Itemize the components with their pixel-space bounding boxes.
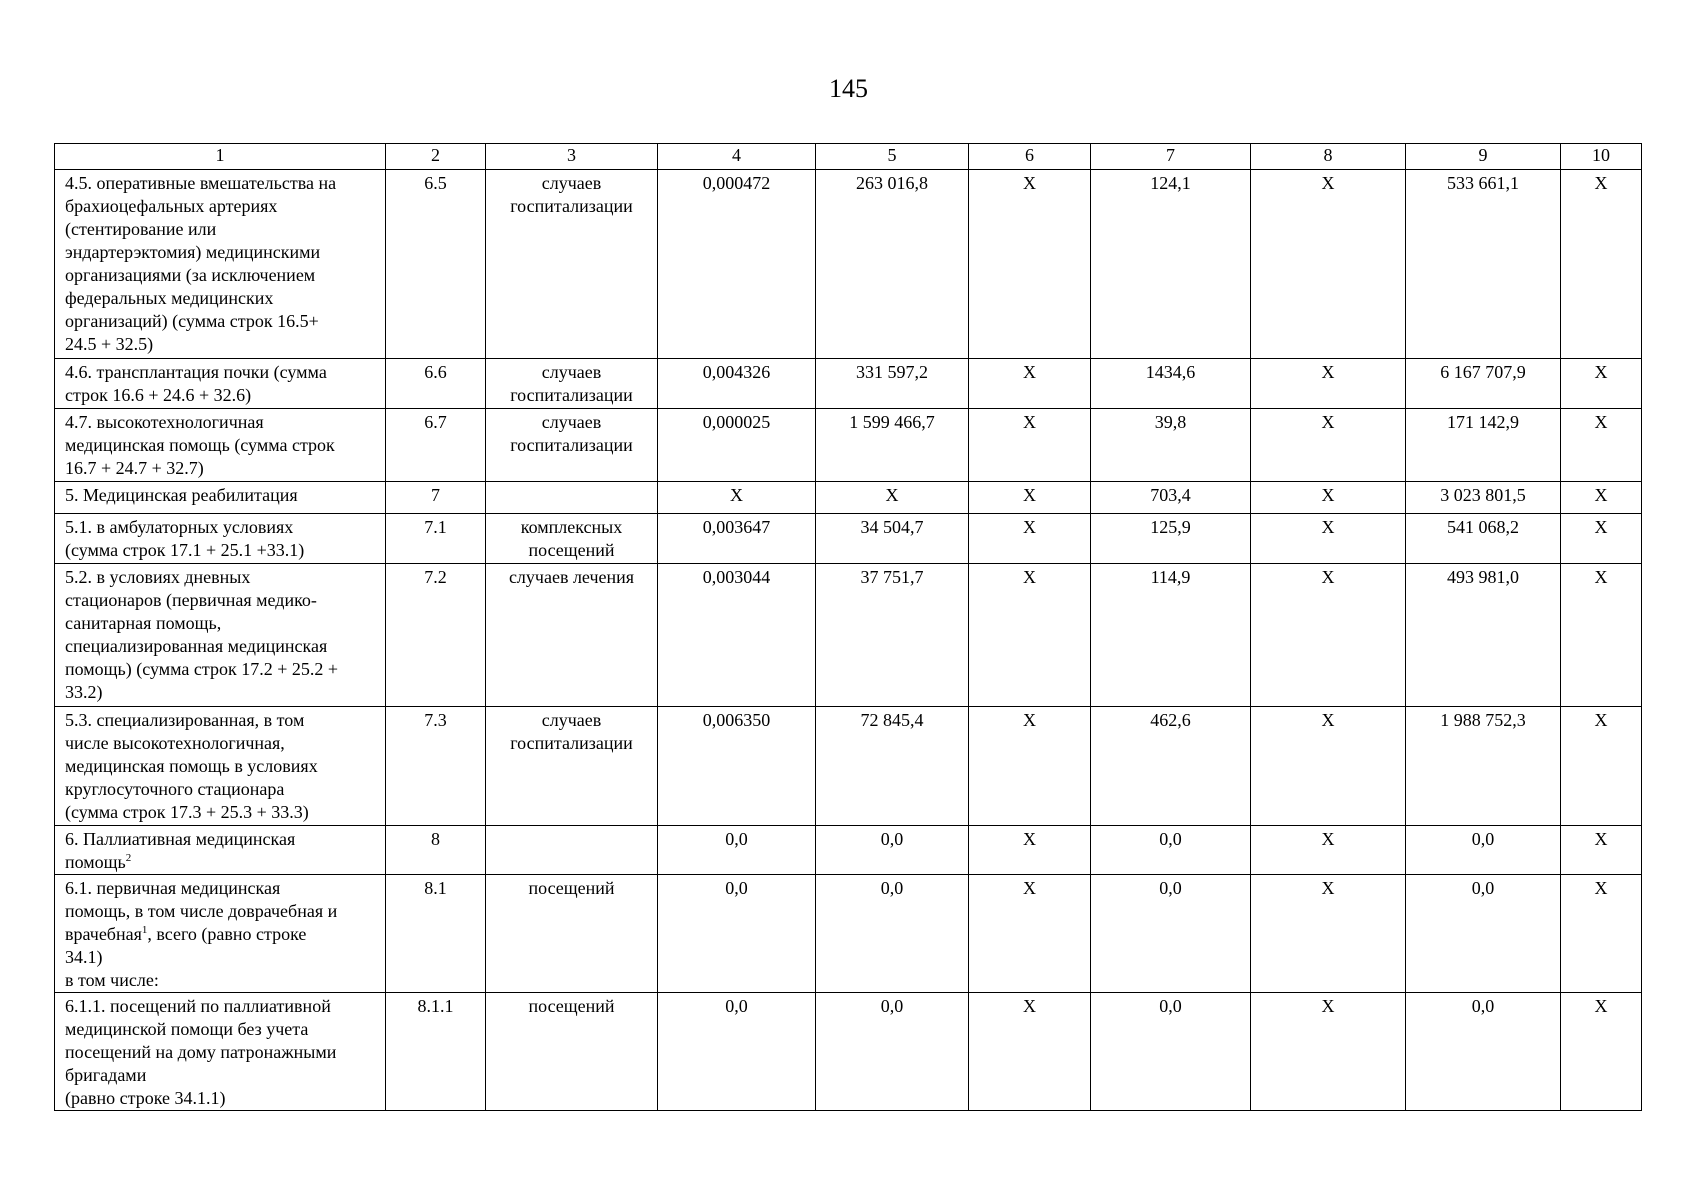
value-cell-5: 0,0 <box>816 993 969 1111</box>
value-cell-9: 0,0 <box>1406 826 1561 875</box>
row-name-line <box>65 709 379 732</box>
table-row <box>55 875 1642 993</box>
row-name-line <box>65 218 379 241</box>
row-name-text: 5. Медицинская реабилитация <box>65 485 298 505</box>
value-cell-5: 0,0 <box>816 875 969 993</box>
value-cell-4: 0,004326 <box>658 359 816 409</box>
value-cell-8: Х <box>1251 707 1406 826</box>
table-row <box>55 170 1642 359</box>
value-cell-10: Х <box>1561 875 1642 993</box>
row-name-text: 5.2. в условиях дневных <box>65 567 251 587</box>
row-name-line <box>65 1064 379 1087</box>
value-cell-7: 0,0 <box>1091 993 1251 1111</box>
value-cell-7: 1434,6 <box>1091 359 1251 409</box>
value-cell-4: 0,0 <box>658 826 816 875</box>
row-code-cell: 6.5 <box>386 170 486 359</box>
value-cell-9: 493 981,0 <box>1406 564 1561 707</box>
column-header-5: 5 <box>816 144 969 170</box>
value-cell-6: Х <box>969 875 1091 993</box>
value-cell-6: Х <box>969 564 1091 707</box>
row-name-cell <box>55 707 386 826</box>
value-cell-10: Х <box>1561 482 1642 514</box>
unit-cell: комплексных посещений <box>486 514 658 564</box>
value-cell-5: 0,0 <box>816 826 969 875</box>
unit-cell <box>486 826 658 875</box>
value-cell-8: Х <box>1251 564 1406 707</box>
value-cell-9: 6 167 707,9 <box>1406 359 1561 409</box>
row-name-text: 4.7. высокотехнологичная <box>65 412 264 432</box>
row-name-text: стационаров (первичная медико- <box>65 590 317 610</box>
row-name-line <box>65 484 379 507</box>
value-cell-10: Х <box>1561 514 1642 564</box>
value-cell-4: 0,003044 <box>658 564 816 707</box>
unit-cell: случаев госпитализации <box>486 707 658 826</box>
row-name-cell <box>55 359 386 409</box>
row-name-line <box>65 923 379 946</box>
row-name-cell <box>55 564 386 707</box>
value-cell-5: 72 845,4 <box>816 707 969 826</box>
row-code-cell: 6.7 <box>386 409 486 482</box>
row-name-line <box>65 900 379 923</box>
value-cell-6: Х <box>969 170 1091 359</box>
row-name-line <box>65 681 379 704</box>
value-cell-4: 0,000472 <box>658 170 816 359</box>
row-name-line <box>65 384 379 407</box>
table-row <box>55 707 1642 826</box>
row-name-text: организациями (за исключением <box>65 265 316 285</box>
row-name-text: 16.7 + 24.7 + 32.7) <box>65 458 204 478</box>
table-row <box>55 359 1642 409</box>
row-name-text: медицинской помощи без учета <box>65 1019 309 1039</box>
row-name-cell <box>55 482 386 514</box>
row-name-cell <box>55 993 386 1111</box>
row-code-cell: 7.1 <box>386 514 486 564</box>
row-name-text: эндартерэктомия) медицинскими <box>65 242 321 262</box>
unit-cell: посещений <box>486 993 658 1111</box>
value-cell-7: 462,6 <box>1091 707 1251 826</box>
row-name-text: 6.1. первичная медицинская <box>65 878 281 898</box>
unit-cell: случаев госпитализации <box>486 170 658 359</box>
value-cell-9: 0,0 <box>1406 875 1561 993</box>
value-cell-7: 114,9 <box>1091 564 1251 707</box>
column-header-4: 4 <box>658 144 816 170</box>
row-name-text: специализированная медицинская <box>65 636 328 656</box>
data-table <box>54 143 1642 1111</box>
value-cell-6: Х <box>969 409 1091 482</box>
row-name-text: организаций) (сумма строк 16.5+ <box>65 311 319 331</box>
row-name-text: (сумма строк 17.1 + 25.1 +33.1) <box>65 540 305 560</box>
value-cell-6: Х <box>969 514 1091 564</box>
value-cell-10: Х <box>1561 826 1642 875</box>
row-name-text: (сумма строк 17.3 + 25.3 + 33.3) <box>65 802 309 822</box>
value-cell-9: 171 142,9 <box>1406 409 1561 482</box>
row-name-cell <box>55 826 386 875</box>
row-name-line <box>65 877 379 900</box>
value-cell-4: 0,003647 <box>658 514 816 564</box>
row-code-cell: 7.2 <box>386 564 486 707</box>
value-cell-4: 0,006350 <box>658 707 816 826</box>
table-row <box>55 514 1642 564</box>
row-name-text: 5.3. специализированная, в том <box>65 710 305 730</box>
row-name-line <box>65 658 379 681</box>
row-name-line <box>65 457 379 480</box>
row-name-text: в том числе: <box>65 970 159 990</box>
value-cell-9: 1 988 752,3 <box>1406 707 1561 826</box>
row-name-text: медицинская помощь (сумма строк <box>65 435 335 455</box>
row-name-line <box>65 361 379 384</box>
column-header-6: 6 <box>969 144 1091 170</box>
row-name-text: 4.6. трансплантация почки (сумма <box>65 362 327 382</box>
row-name-text: санитарная помощь, <box>65 613 222 633</box>
value-cell-7: 0,0 <box>1091 875 1251 993</box>
row-name-line <box>65 1041 379 1064</box>
row-code-cell: 6.6 <box>386 359 486 409</box>
row-name-line <box>65 612 379 635</box>
row-name-text: помощь, в том числе доврачебная и <box>65 901 338 921</box>
unit-cell: случаев лечения <box>486 564 658 707</box>
row-name-cell <box>55 170 386 359</box>
unit-cell: посещений <box>486 875 658 993</box>
value-cell-7: 125,9 <box>1091 514 1251 564</box>
table-row <box>55 993 1642 1111</box>
value-cell-4: 0,0 <box>658 875 816 993</box>
row-name-text: брахиоцефальных артериях <box>65 196 278 216</box>
table-body <box>55 144 1642 1111</box>
value-cell-9: 541 068,2 <box>1406 514 1561 564</box>
table-row <box>55 409 1642 482</box>
row-name-line <box>65 1087 379 1110</box>
unit-cell <box>486 482 658 514</box>
column-header-8: 8 <box>1251 144 1406 170</box>
row-name-text: 34.1) <box>65 947 103 967</box>
row-name-text: 5.1. в амбулаторных условиях <box>65 517 294 537</box>
value-cell-7: 124,1 <box>1091 170 1251 359</box>
row-name-text: помощь <box>65 852 126 872</box>
row-name-line <box>65 516 379 539</box>
value-cell-5: 263 016,8 <box>816 170 969 359</box>
row-code-cell: 8.1 <box>386 875 486 993</box>
value-cell-9: 533 661,1 <box>1406 170 1561 359</box>
row-name-text: посещений на дому патронажными <box>65 1042 337 1062</box>
row-name-line <box>65 566 379 589</box>
value-cell-6: Х <box>969 993 1091 1111</box>
row-name-line <box>65 801 379 824</box>
value-cell-10: Х <box>1561 707 1642 826</box>
row-name-cell <box>55 514 386 564</box>
row-name-text: 6.1.1. посещений по паллиативной <box>65 996 331 1016</box>
row-name-text: врачебная <box>65 924 142 944</box>
row-name-line <box>65 995 379 1018</box>
row-name-text: числе высокотехнологичная, <box>65 733 285 753</box>
row-name-text: помощь) (сумма строк 17.2 + 25.2 + <box>65 659 339 679</box>
row-name-line <box>65 287 379 310</box>
value-cell-4: 0,0 <box>658 993 816 1111</box>
value-cell-8: Х <box>1251 514 1406 564</box>
value-cell-7: 39,8 <box>1091 409 1251 482</box>
value-cell-5: Х <box>816 482 969 514</box>
row-name-line <box>65 310 379 333</box>
value-cell-5: 37 751,7 <box>816 564 969 707</box>
header-row <box>55 144 1642 170</box>
row-name-line <box>65 969 379 992</box>
row-name-line <box>65 264 379 287</box>
value-cell-5: 331 597,2 <box>816 359 969 409</box>
value-cell-10: Х <box>1561 409 1642 482</box>
column-header-7: 7 <box>1091 144 1251 170</box>
row-name-line <box>65 434 379 457</box>
value-cell-6: Х <box>969 826 1091 875</box>
column-header-2: 2 <box>386 144 486 170</box>
value-cell-6: Х <box>969 359 1091 409</box>
value-cell-4: Х <box>658 482 816 514</box>
row-name-cell <box>55 875 386 993</box>
value-cell-7: 0,0 <box>1091 826 1251 875</box>
value-cell-8: Х <box>1251 359 1406 409</box>
value-cell-10: Х <box>1561 170 1642 359</box>
row-name-line <box>65 539 379 562</box>
footnote-marker: 2 <box>125 852 132 864</box>
row-name-line <box>65 828 379 851</box>
value-cell-10: Х <box>1561 359 1642 409</box>
value-cell-9: 3 023 801,5 <box>1406 482 1561 514</box>
value-cell-7: 703,4 <box>1091 482 1251 514</box>
column-header-1: 1 <box>55 144 386 170</box>
value-cell-5: 1 599 466,7 <box>816 409 969 482</box>
row-name-text: , всего (равно строке <box>147 924 307 944</box>
table-row <box>55 826 1642 875</box>
row-name-text: 24.5 + 32.5) <box>65 334 154 354</box>
row-name-text: федеральных медицинских <box>65 288 274 308</box>
value-cell-4: 0,000025 <box>658 409 816 482</box>
row-name-line <box>65 755 379 778</box>
row-code-cell: 8.1.1 <box>386 993 486 1111</box>
row-name-line <box>65 589 379 612</box>
row-name-line <box>65 946 379 969</box>
unit-cell: случаев госпитализации <box>486 409 658 482</box>
value-cell-5: 34 504,7 <box>816 514 969 564</box>
row-name-text: (стентирование или <box>65 219 217 239</box>
row-name-text: круглосуточного стационара <box>65 779 285 799</box>
row-name-cell <box>55 409 386 482</box>
row-code-cell: 7 <box>386 482 486 514</box>
row-name-line <box>65 411 379 434</box>
row-code-cell: 7.3 <box>386 707 486 826</box>
value-cell-8: Х <box>1251 875 1406 993</box>
value-cell-8: Х <box>1251 826 1406 875</box>
value-cell-10: Х <box>1561 564 1642 707</box>
value-cell-9: 0,0 <box>1406 993 1561 1111</box>
row-name-line <box>65 195 379 218</box>
row-name-text: бригадами <box>65 1065 147 1085</box>
value-cell-10: Х <box>1561 993 1642 1111</box>
page-number: 145 <box>829 74 868 103</box>
row-name-text: 6. Паллиативная медицинская <box>65 829 296 849</box>
value-cell-8: Х <box>1251 482 1406 514</box>
row-name-line <box>65 172 379 195</box>
value-cell-8: Х <box>1251 170 1406 359</box>
row-name-text: строк 16.6 + 24.6 + 32.6) <box>65 385 252 405</box>
row-name-line <box>65 778 379 801</box>
row-name-text: медицинская помощь в условиях <box>65 756 318 776</box>
footnote-marker: 1 <box>141 924 148 936</box>
row-name-line <box>65 851 379 874</box>
row-name-line <box>65 333 379 356</box>
row-name-text: (равно строке 34.1.1) <box>65 1088 226 1108</box>
value-cell-6: Х <box>969 482 1091 514</box>
row-name-line <box>65 635 379 658</box>
value-cell-6: Х <box>969 707 1091 826</box>
column-header-10: 10 <box>1561 144 1642 170</box>
row-code-cell: 8 <box>386 826 486 875</box>
table-row <box>55 564 1642 707</box>
row-name-line <box>65 732 379 755</box>
unit-cell: случаев госпитализации <box>486 359 658 409</box>
table-row <box>55 482 1642 514</box>
row-name-text: 33.2) <box>65 682 103 702</box>
row-name-line <box>65 1018 379 1041</box>
column-header-9: 9 <box>1406 144 1561 170</box>
column-header-3: 3 <box>486 144 658 170</box>
value-cell-8: Х <box>1251 993 1406 1111</box>
value-cell-8: Х <box>1251 409 1406 482</box>
row-name-line <box>65 241 379 264</box>
row-name-text: 4.5. оперативные вмешательства на <box>65 173 337 193</box>
